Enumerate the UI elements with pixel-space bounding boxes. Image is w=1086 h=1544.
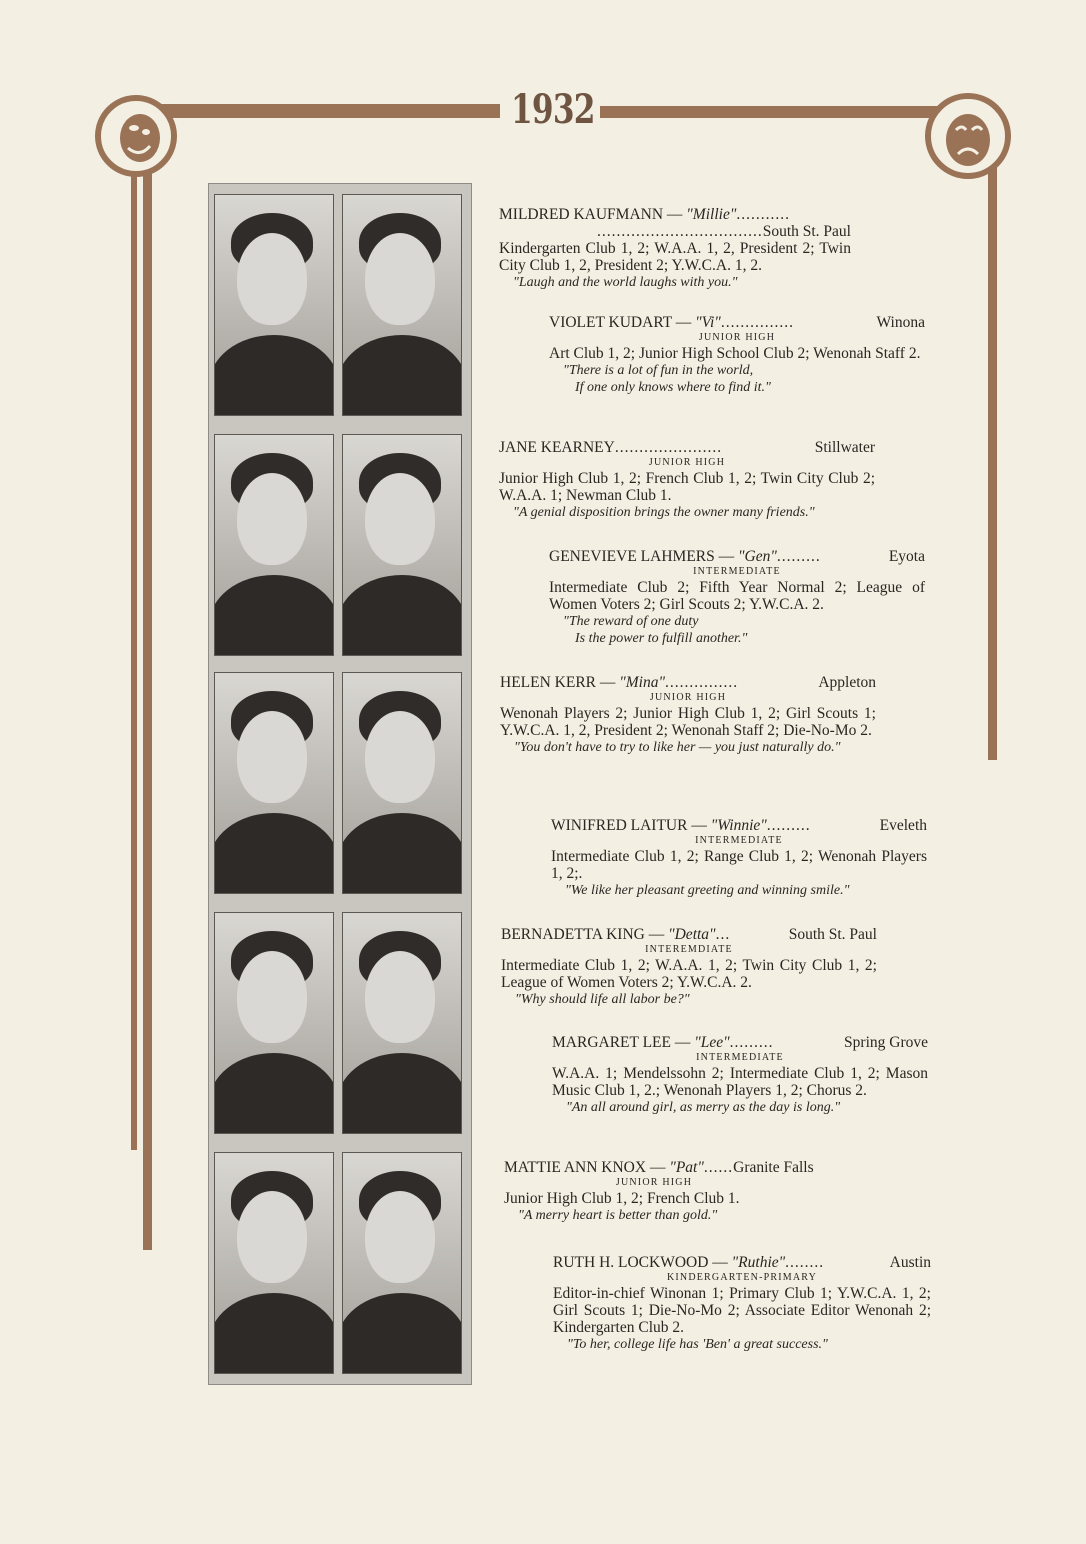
portrait-photo	[214, 194, 334, 416]
right-border	[988, 140, 997, 760]
entry-lahmers: GENEVIEVE LAHMERS — "Gen" ......... Eyota INTERMEDIATE Intermediate Club 2; Fifth Year Normal 2; League of Women Voters 2; Girl Scouts 2; Y.W.C.A. 2. "The reward of one duty Is the power to fulfill another."	[549, 548, 925, 646]
portrait-photo	[214, 434, 334, 656]
left-border	[143, 150, 152, 1250]
portrait-photo	[214, 1152, 334, 1374]
entry-laitur: WINIFRED LAITUR — "Winnie" ......... Eveleth INTERMEDIATE Intermediate Club 1, 2; Range Club 1, 2; Wenonah Players 1, 2;. "We like her pleasant greeting and winning smile."	[551, 817, 927, 898]
portrait-column	[208, 183, 472, 1385]
entry-king: BERNADETTA KING — "Detta" ... South St. Paul INTEREMDIATE Intermediate Club 1, 2; W.A.A. 1, 2; Twin City Club 1, 2; League of Women Voters 2; Y.W.C.A. 2. "Why should life all labor be?"	[501, 926, 877, 1007]
portrait-photo	[342, 434, 462, 656]
entry-knox: MATTIE ANN KNOX — "Pat"......Granite Falls JUNIOR HIGH Junior High Club 1, 2; French Club 1. "A merry heart is better than gold."	[504, 1159, 814, 1223]
entry-lee: MARGARET LEE — "Lee" ......... Spring Grove INTERMEDIATE W.A.A. 1; Mendelssohn 2; Intermediate Club 1, 2; Mason Music Club 1, 2.; Wenonah Players 1, 2; Chorus 2. "An all around girl, as merry as the day is long."	[552, 1034, 928, 1115]
entry-kaufmann: MILDRED KAUFMANN — "Millie"........... ..................................South St. Paul Kindergarten Club 1, 2; W.A.A. 1, 2, President 2; Twin City Club 1, 2, President 2; Y.W.C.A. 1, 2. "Laugh and the world laughs with you."	[499, 206, 851, 290]
portrait-photo	[214, 912, 334, 1134]
year-heading: 1932	[511, 86, 595, 133]
comedy-mask-icon	[88, 88, 184, 184]
portrait-photo	[342, 1152, 462, 1374]
entry-kudart: VIOLET KUDART — "Vi" ............... Winona JUNIOR HIGH Art Club 1, 2; Junior High School Club 2; Wenonah Staff 2. "There is a lot of fun in the world, If one only knows where to find it."	[549, 314, 925, 395]
portrait-photo	[342, 194, 462, 416]
entry-kerr: HELEN KERR — "Mina" ............... Appleton JUNIOR HIGH Wenonah Players 2; Junior High Club 1, 2; Girl Scouts 1; Y.W.C.A. 1, 2, President 2; Wenonah Staff 2; Die-No-Mo 2. "You don't have to try to like her — you just naturally do."	[500, 674, 876, 755]
top-rule-left	[150, 104, 500, 118]
entry-kearney: JANE KEARNEY ...................... Stillwater JUNIOR HIGH Junior High Club 1, 2; French Club 1, 2; Twin City Club 2; W.A.A. 1; Newman Club 1. "A genial disposition brings the owner many friends."	[499, 439, 875, 520]
left-border-inner	[131, 160, 137, 1150]
top-rule-right	[600, 106, 945, 118]
portrait-photo	[342, 912, 462, 1134]
entry-lockwood: RUTH H. LOCKWOOD — "Ruthie" ........ Austin KINDERGARTEN-PRIMARY Editor-in-chief Winonan 1; Primary Club 1; Y.W.C.A. 1, 2; Girl Scouts 1; Die-No-Mo 2; Associate Editor Wenonah 2; Kindergarten Club 2. "To her, college life has 'Ben' a great success."	[553, 1254, 931, 1352]
portrait-photo	[214, 672, 334, 894]
tragedy-mask-icon	[918, 86, 1018, 186]
portrait-photo	[342, 672, 462, 894]
